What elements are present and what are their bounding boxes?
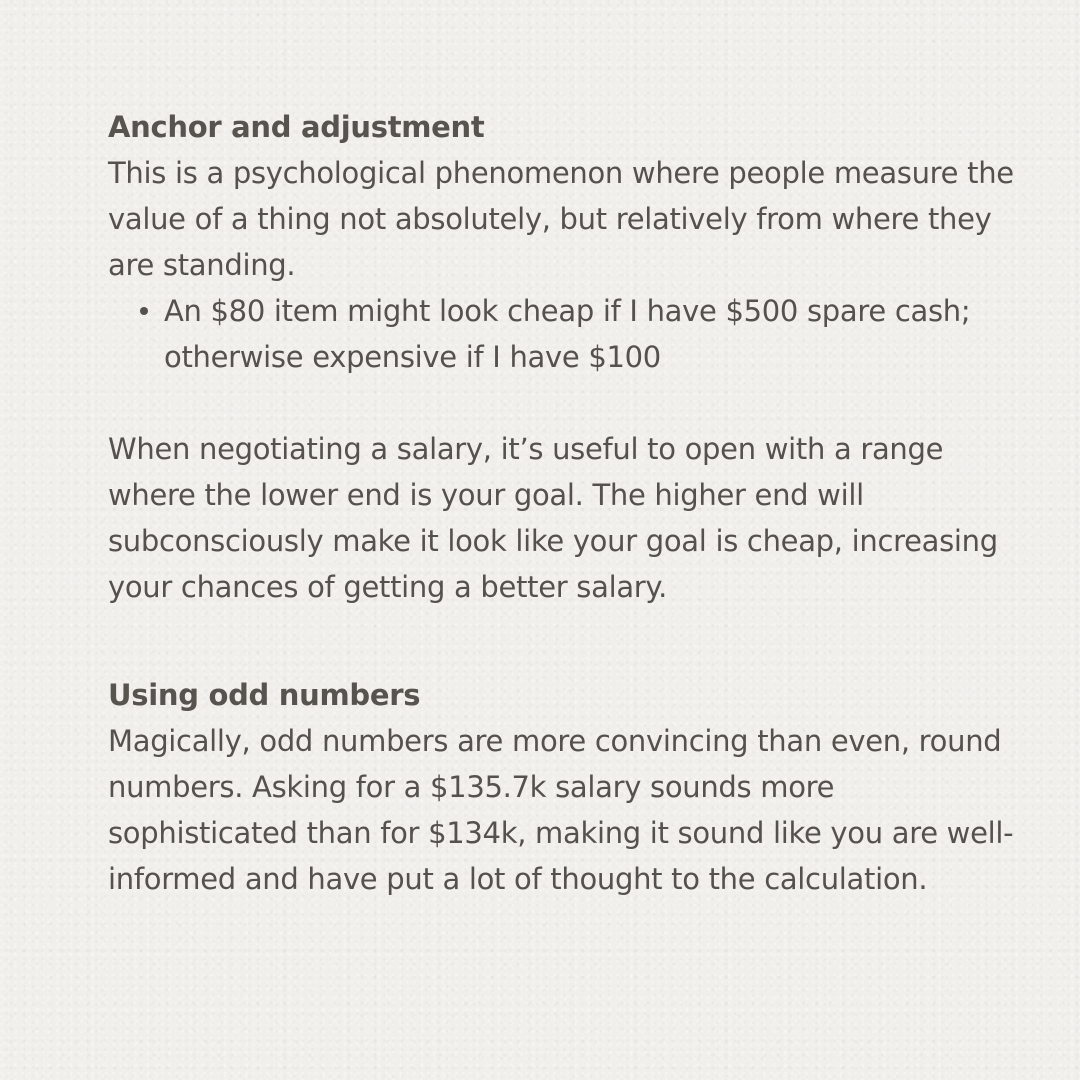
anchor-adjustment-definition: This is a psychological phenomenon where people measure the value of a thing not absolutely, but relatively from where they are standing. xyxy=(108,156,1014,282)
salary-negotiation-tip: When negotiating a salary, it’s useful to open with a range where the lower end is your goal. The higher end will subconsciously make it look like your goal is cheap, increasing your chances of getting a better salary. xyxy=(108,432,998,604)
spacer xyxy=(108,610,1018,672)
odd-numbers-body: Magically, odd numbers are more convincing than even, round numbers. Asking for a $135.7k salary sounds more sophisticated than for $134k, making it sound like you are well-informed and have put a lot of thought to the calculation. xyxy=(108,724,1014,896)
content-block xyxy=(108,104,1018,902)
anchor-adjustment-heading: Anchor and adjustment xyxy=(108,110,485,144)
odd-numbers-heading: Using odd numbers xyxy=(108,678,421,712)
anchor-adjustment-examples xyxy=(108,288,1018,380)
list-item xyxy=(164,288,1018,380)
list-item-text: An $80 item might look cheap if I have $500 spare cash; otherwise expensive if I have $100 xyxy=(164,294,971,374)
spacer xyxy=(108,380,1018,426)
bullet-icon xyxy=(140,307,148,315)
